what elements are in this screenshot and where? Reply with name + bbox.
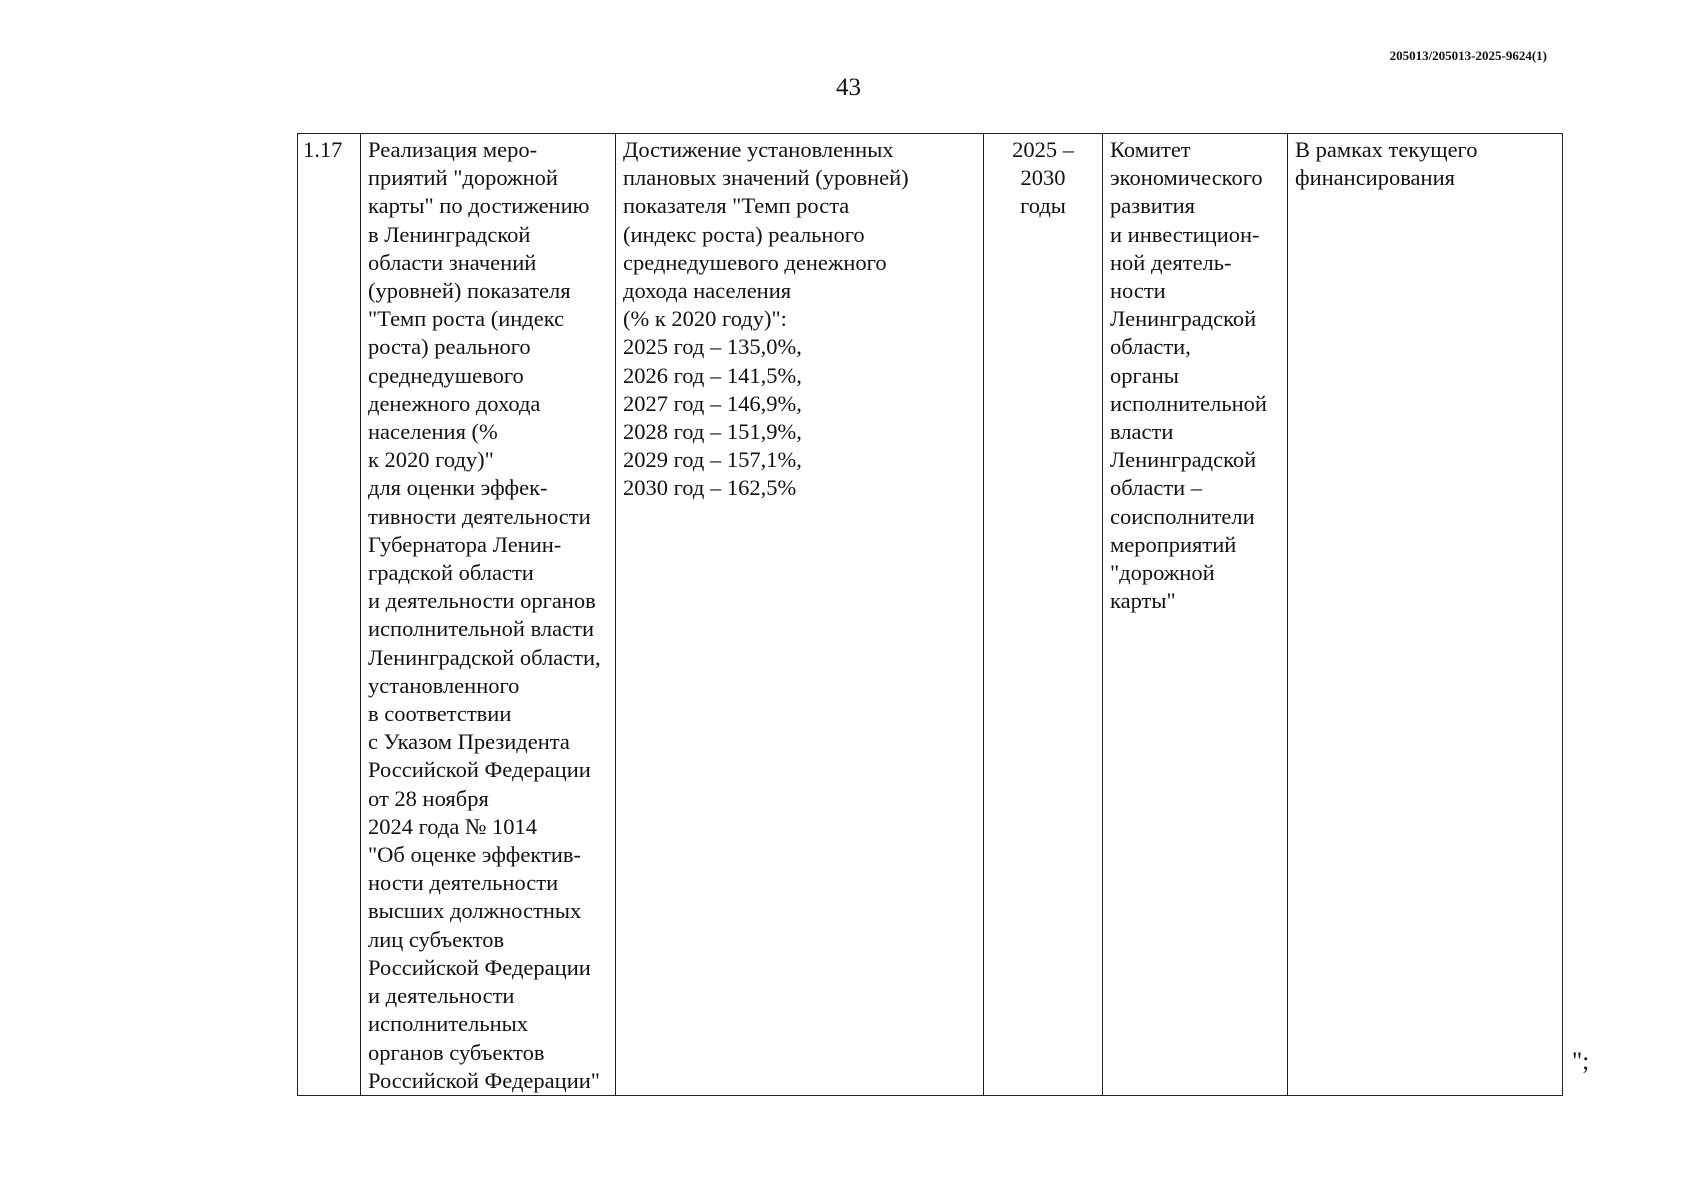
result-cell: Достижение установленных плановых значений (уровней) показателя "Темп роста (индекс роста) реального среднедушевого денежного дохода населения (% к 2020 году)": 2025 год – 135,0%, 2026 год – 141,5%, 2027 год – 146,9%, 2028 год – 151,9%, 2029 год – 157,1%, 2030 год – 162,5% <box>616 134 984 1096</box>
event-cell: Реализация меро- приятий "дорожной карты" по достижению в Ленинградской области значений (уровней) показателя "Темп роста (индекс роста) реального среднедушевого денежного дохода населения (% к 2020 году)" для оценки эффек- тивности деятельности Губернатора Ленин- градской области и деятельности органов исполнительной власти Ленинградской области, установленного в соответствии с Указом Президента Российской Федерации от 28 ноября 2024 года № 1014 "Об оценке эффектив- ности деятельности высших должностных лиц субъектов Российской Федерации и деятельности исполнительных органов субъектов Российской Федерации" <box>361 134 616 1096</box>
table-row <box>298 134 1563 1096</box>
closing-quote-mark: "; <box>1572 1048 1590 1075</box>
term-cell: 2025 – 2030 годы <box>984 134 1103 1096</box>
plan-table <box>297 133 1563 1096</box>
responsible-cell: Комитет экономического развития и инвестицион- ной деятель- ности Ленинградской области, органы исполнительной власти Ленинградской области – соисполнители мероприятий "дорожной карты" <box>1103 134 1288 1096</box>
row-number-cell: 1.17 <box>298 134 361 1096</box>
funding-cell: В рамках текущего финансирования <box>1288 134 1563 1096</box>
document-registration-number: 205013/205013-2025-9624(1) <box>1389 48 1547 63</box>
page-number: 43 <box>836 74 861 101</box>
